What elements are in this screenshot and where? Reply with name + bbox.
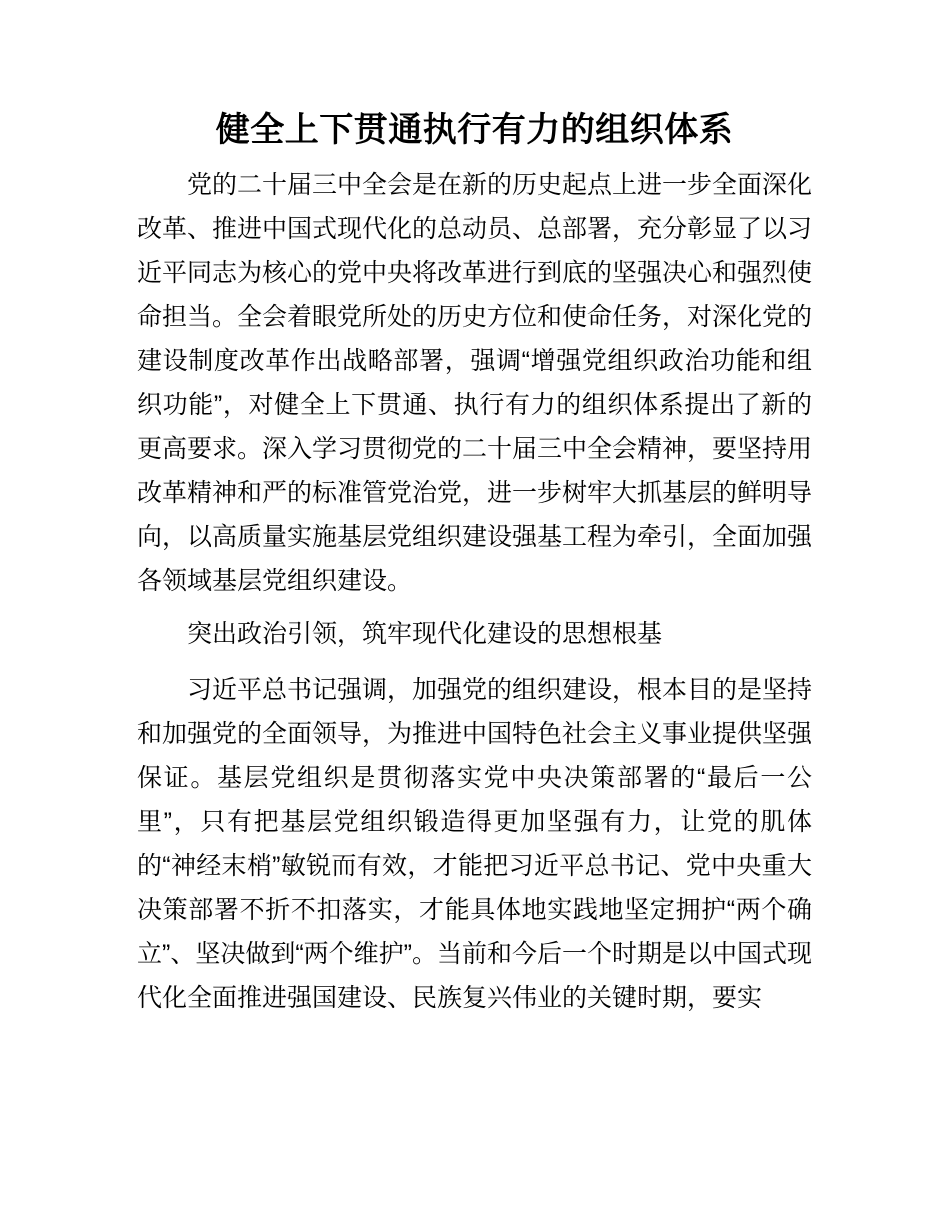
paragraph-2: 习近平总书记强调，加强党的组织建设，根本目的是坚持和加强党的全面领导，为推进中国特色社会主义事业提供坚强保证。基层党组织是贯彻落实党中央决策部署的“最后一公里”，只有把基层党组织锻造得更加坚强有力，让党的肌体的“神经末梢”敏锐而有效，才能把习近平总书记、党中央重大决策部署不折不扣落实，才能具体地实践地坚定拥护“两个确立”、坚决做到“两个维护”。当前和今后一个时期是以中国式现代化全面推进强国建设、民族复兴伟业的关键时期，要实 [137, 676, 813, 1012]
paragraph-1: 党的二十届三中全会是在新的历史起点上进一步全面深化改革、推进中国式现代化的总动员、总部署，充分彰显了以习近平同志为核心的党中央将改革进行到底的坚强决心和强烈使命担当。全会着眼党所处的历史方位和使命任务，对深化党的建设制度改革作出战略部署，强调“增强党组织政治功能和组织功能”，对健全上下贯通、执行有力的组织体系提出了新的更高要求。深入学习贯彻党的二十届三中全会精神，要坚持用改革精神和严的标准管党治党，进一步树牢大抓基层的鲜明导向，以高质量实施基层党组织建设强基工程为牵引，全面加强各领域基层党组织建设。 [137, 171, 813, 595]
section-subheading: 突出政治引领，筑牢现代化建设的思想根基 [187, 620, 663, 648]
document-title: 健全上下贯通执行有力的组织体系 [215, 111, 734, 149]
